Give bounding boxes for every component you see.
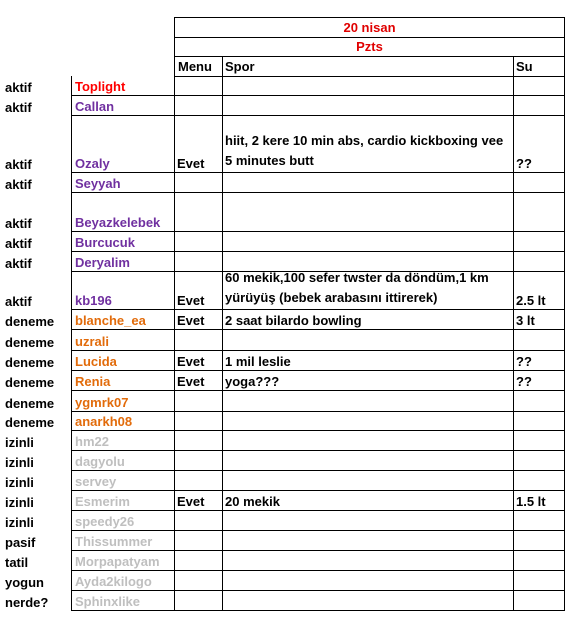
spor-cell [222,172,514,193]
member-name: ygmrk07 [71,390,175,412]
status-label: izinli [5,455,34,470]
menu-cell: Evet [174,350,223,371]
spor-cell [222,329,514,351]
menu-cell [174,76,223,96]
member-name: Callan [71,95,175,116]
menu-cell [174,95,223,116]
member-name: Thissummer [71,530,175,551]
member-name: Ozaly [71,115,175,173]
member-name: servey [71,470,175,491]
spor-cell: 1 mil leslie [222,350,514,371]
menu-cell [174,411,223,431]
status-label: deneme [5,314,55,329]
member-name: Renia [71,370,175,391]
status-label: deneme [5,375,55,390]
status-label: izinli [5,435,34,450]
su-cell [513,95,565,116]
su-cell [513,450,565,471]
spor-cell [222,192,514,232]
member-name: blanche_ea [71,309,175,330]
status-label: deneme [5,335,55,350]
member-name: Seyyah [71,172,175,193]
status-label: izinli [5,475,34,490]
spor-cell: yoga??? [222,370,514,391]
status-label: deneme [5,396,55,411]
menu-cell [174,231,223,252]
su-cell [513,76,565,96]
menu-cell [174,470,223,491]
status-label: izinli [5,495,34,510]
member-name: Deryalim [71,251,175,272]
status-label: aktif [5,157,32,172]
su-cell: 2.5 lt [513,271,565,310]
su-cell [513,251,565,272]
menu-cell: Evet [174,370,223,391]
spor-cell [222,450,514,471]
status-label: aktif [5,236,32,251]
member-name: Toplight [71,76,175,96]
spor-cell [222,76,514,96]
member-name: anarkh08 [71,411,175,431]
spor-cell [222,95,514,116]
spor-cell [222,550,514,571]
su-cell [513,550,565,571]
status-label: aktif [5,177,32,192]
menu-cell [174,430,223,451]
menu-cell: Evet [174,271,223,310]
menu-cell [174,510,223,531]
status-label: aktif [5,216,32,231]
member-name: kb196 [71,271,175,310]
status-label: aktif [5,256,32,271]
su-cell: 1.5 lt [513,490,565,511]
spor-cell: 2 saat bilardo bowling [222,309,514,330]
member-name: Esmerim [71,490,175,511]
status-label: aktif [5,294,32,309]
status-label: pasif [5,535,36,550]
status-label: aktif [5,80,32,95]
menu-cell [174,251,223,272]
su-cell: ?? [513,350,565,371]
column-header-menu: Menu [174,56,223,77]
su-cell [513,430,565,451]
menu-cell [174,530,223,551]
su-cell: 3 lt [513,309,565,330]
member-name: hm22 [71,430,175,451]
menu-cell: Evet [174,490,223,511]
su-cell [513,510,565,531]
spor-cell [222,590,514,611]
su-cell: ?? [513,370,565,391]
menu-cell: Evet [174,309,223,330]
menu-cell [174,550,223,571]
su-cell [513,192,565,232]
member-name: Ayda2kilogo [71,570,175,591]
menu-cell [174,450,223,471]
spor-cell [222,530,514,551]
date-header: 20 nisan [174,17,565,38]
su-cell [513,470,565,491]
spor-cell [222,430,514,451]
spor-cell: 20 mekik [222,490,514,511]
status-label: deneme [5,415,55,430]
su-cell [513,570,565,591]
member-name: dagyolu [71,450,175,471]
su-cell [513,390,565,412]
menu-cell [174,390,223,412]
su-cell [513,329,565,351]
column-header-su: Su [513,56,565,77]
member-name: speedy26 [71,510,175,531]
spor-cell [222,510,514,531]
spor-cell [222,390,514,412]
member-name: uzrali [71,329,175,351]
spor-cell [222,231,514,252]
su-cell [513,231,565,252]
su-cell: ?? [513,115,565,173]
menu-cell [174,570,223,591]
member-name: Sphinxlike [71,590,175,611]
member-name: Lucida [71,350,175,371]
menu-cell [174,329,223,351]
su-cell [513,172,565,193]
su-cell [513,411,565,431]
menu-cell: Evet [174,115,223,173]
status-label: deneme [5,355,55,370]
status-label: aktif [5,100,32,115]
day-header: Pzts [174,37,565,57]
menu-cell [174,172,223,193]
su-cell [513,530,565,551]
spor-cell: 60 mekik,100 sefer twster da döndüm,1 km yürüyüş (bebek arabasını ittirerek) [222,271,514,310]
spor-cell: hiit, 2 kere 10 min abs, cardio kickboxing vee 5 minutes butt [222,115,514,173]
member-name: Morpapatyam [71,550,175,571]
su-cell [513,590,565,611]
status-label: nerde? [5,595,49,610]
spor-cell [222,570,514,591]
spor-cell [222,470,514,491]
member-name: Burcucuk [71,231,175,252]
column-header-spor: Spor [222,56,514,77]
menu-cell [174,590,223,611]
status-label: tatil [5,555,29,570]
status-label: izinli [5,515,34,530]
member-name: Beyazkelebek [71,192,175,232]
status-label: yogun [5,575,44,590]
menu-cell [174,192,223,232]
spor-cell [222,411,514,431]
